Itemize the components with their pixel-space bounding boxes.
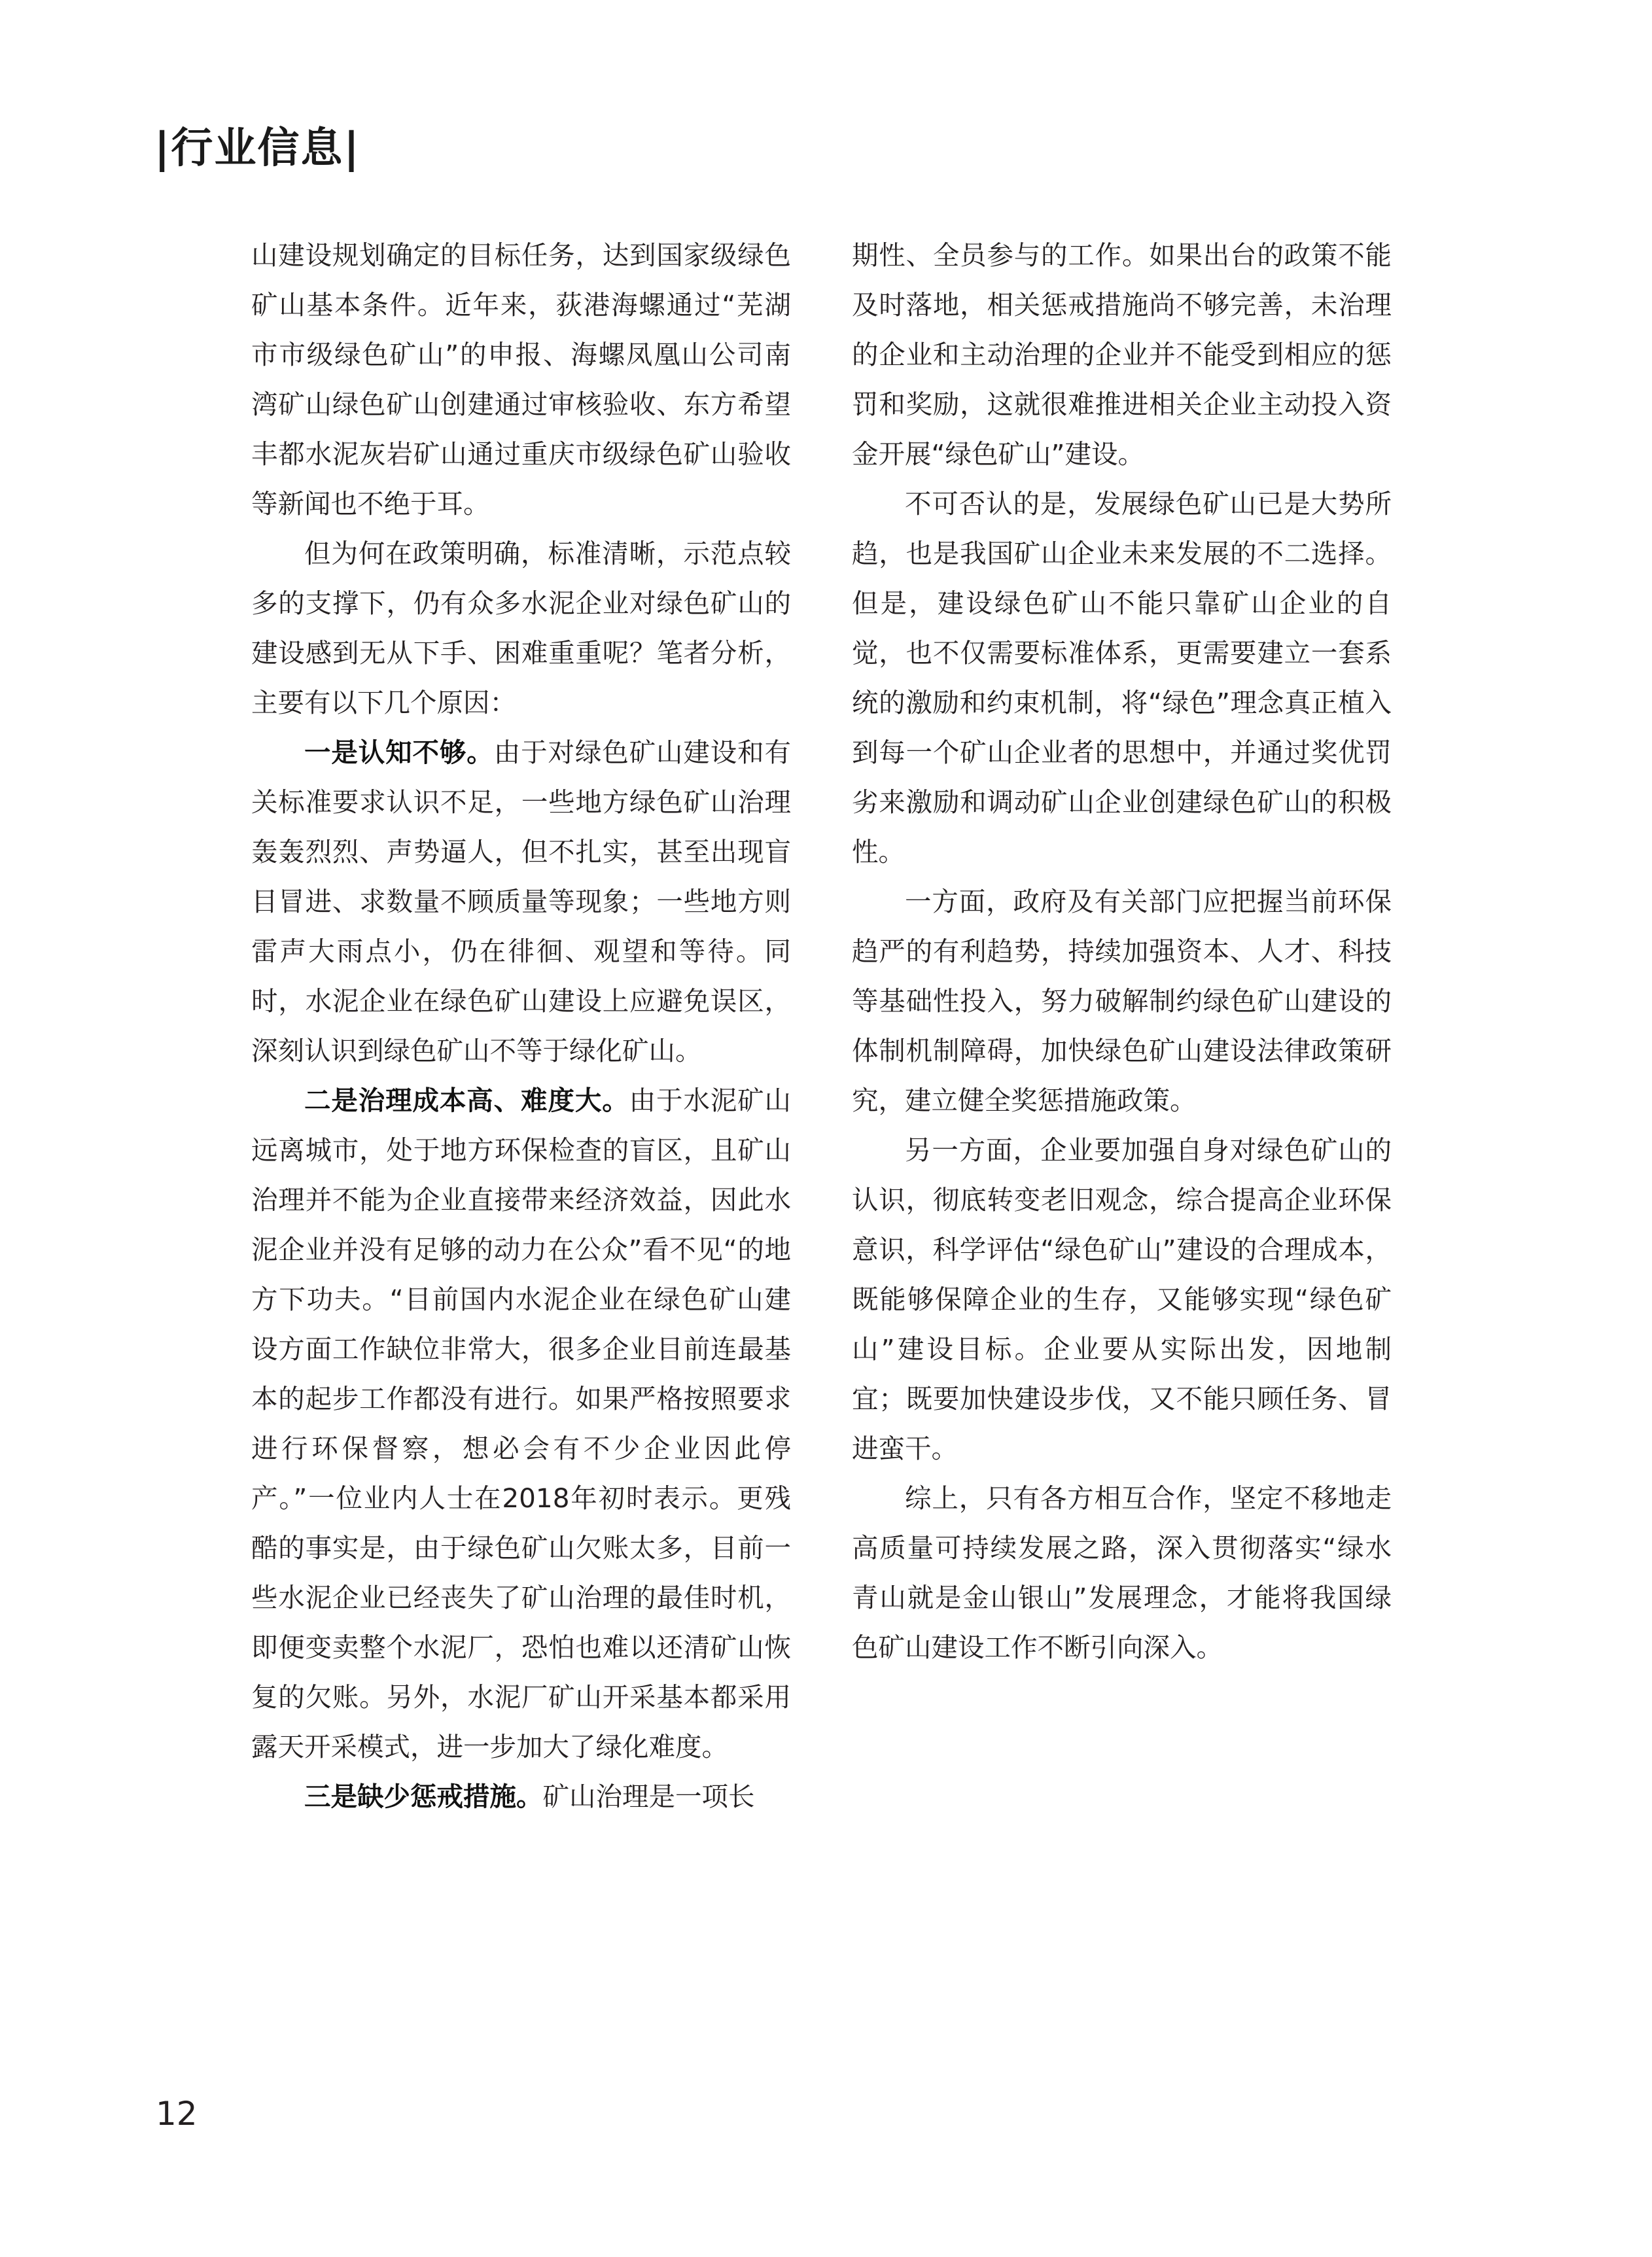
paragraph: 一方面，政府及有关部门应把握当前环保趋严的有利趋势，持续加强资本、人才、科技等基础性投入，努力破解制约绿色矿山建设的体制机制障碍，加快绿色矿山建设法律政策研究，建立健全奖惩措施政策。 bbox=[852, 886, 1392, 1116]
paragraph-lead: 二是治理成本高、难度大。 bbox=[304, 1085, 629, 1116]
paragraph: 综上，只有各方相互合作，坚定不移地走高质量可持续发展之路，深入贯彻落实“绿水青山就是金山银山”发展理念，才能将我国绿色矿山建设工作不断引向深入。 bbox=[852, 1482, 1392, 1663]
paragraph bbox=[251, 1772, 791, 1821]
section-title: |行业信息| bbox=[154, 124, 360, 173]
paragraph-body: 矿山治理是一项长 bbox=[542, 1781, 755, 1812]
right-column bbox=[852, 230, 1392, 1672]
paragraph-lead: 三是缺少惩戒措施。 bbox=[304, 1781, 543, 1812]
paragraph: 山建设规划确定的目标任务，达到国家级绿色矿山基本条件。近年来，荻港海螺通过“芜湖市市级绿色矿山”的申报、海螺凤凰山公司南湾矿山绿色矿山创建通过审核验收、东方希望丰都水泥灰岩矿山通过重庆市级绿色矿山验收等新闻也不绝于耳。 bbox=[251, 239, 791, 519]
left-column bbox=[251, 230, 791, 1821]
page-number: 12 bbox=[156, 2095, 198, 2133]
paragraph: 另一方面，企业要加强自身对绿色矿山的认识，彻底转变老旧观念，综合提高企业环保意识，科学评估“绿色矿山”建设的合理成本，既能够保障企业的生存，又能够实现“绿色矿山”建设目标。企业要从实际出发，因地制宜；既要加快建设步伐，又不能只顾任务、冒进蛮干。 bbox=[852, 1134, 1392, 1464]
paragraph: 期性、全员参与的工作。如果出台的政策不能及时落地，相关惩戒措施尚不够完善，未治理的企业和主动治理的企业并不能受到相应的惩罚和奖励，这就很难推进相关企业主动投入资金开展“绿色矿山”建设。 bbox=[852, 239, 1392, 470]
paragraph: 但为何在政策明确，标准清晰，示范点较多的支撑下，仍有众多水泥企业对绿色矿山的建设感到无从下手、困难重重呢？笔者分析，主要有以下几个原因： bbox=[251, 538, 791, 718]
paragraph: 不可否认的是，发展绿色矿山已是大势所趋，也是我国矿山企业未来发展的不二选择。但是，建设绿色矿山不能只靠矿山企业的自觉，也不仅需要标准体系，更需要建立一套系统的激励和约束机制，将“绿色”理念真正植入到每一个矿山企业者的思想中，并通过奖优罚劣来激励和调动矿山企业创建绿色矿山的积极性。 bbox=[852, 488, 1392, 867]
paragraph-body: 由于水泥矿山远离城市，处于地方环保检查的盲区，且矿山治理并不能为企业直接带来经济效益，因此水泥企业并没有足够的动力在公众”看不见“的地方下功夫。“目前国内水泥企业在绿色矿山建设方面工作缺位非常大，很多企业目前连最基本的起步工作都没有进行。如果严格按照要求进行环保督察，想必会有不少企业因此停产。”一位业内人士在2018年初时表示。更残酷的事实是，由于绿色矿山欠账太多，目前一些水泥企业已经丧失了矿山治理的最佳时机，即便变卖整个水泥厂，恐怕也难以还清矿山恢复的欠账。另外，水泥厂矿山开采基本都采用露天开采模式，进一步加大了绿化难度。 bbox=[251, 1085, 792, 1762]
paragraph-body: 由于对绿色矿山建设和有关标准要求认识不足，一些地方绿色矿山治理轰轰烈烈、声势逼人，但不扎实，甚至出现盲目冒进、求数量不顾质量等现象；一些地方则雷声大雨点小，仍在徘徊、观望和等待。同时，水泥企业在绿色矿山建设上应避免误区，深刻认识到绿色矿山不等于绿化矿山。 bbox=[251, 737, 792, 1066]
paragraph-lead: 一是认知不够。 bbox=[304, 737, 494, 768]
paragraph bbox=[251, 1076, 791, 1772]
paragraph bbox=[251, 727, 791, 1076]
